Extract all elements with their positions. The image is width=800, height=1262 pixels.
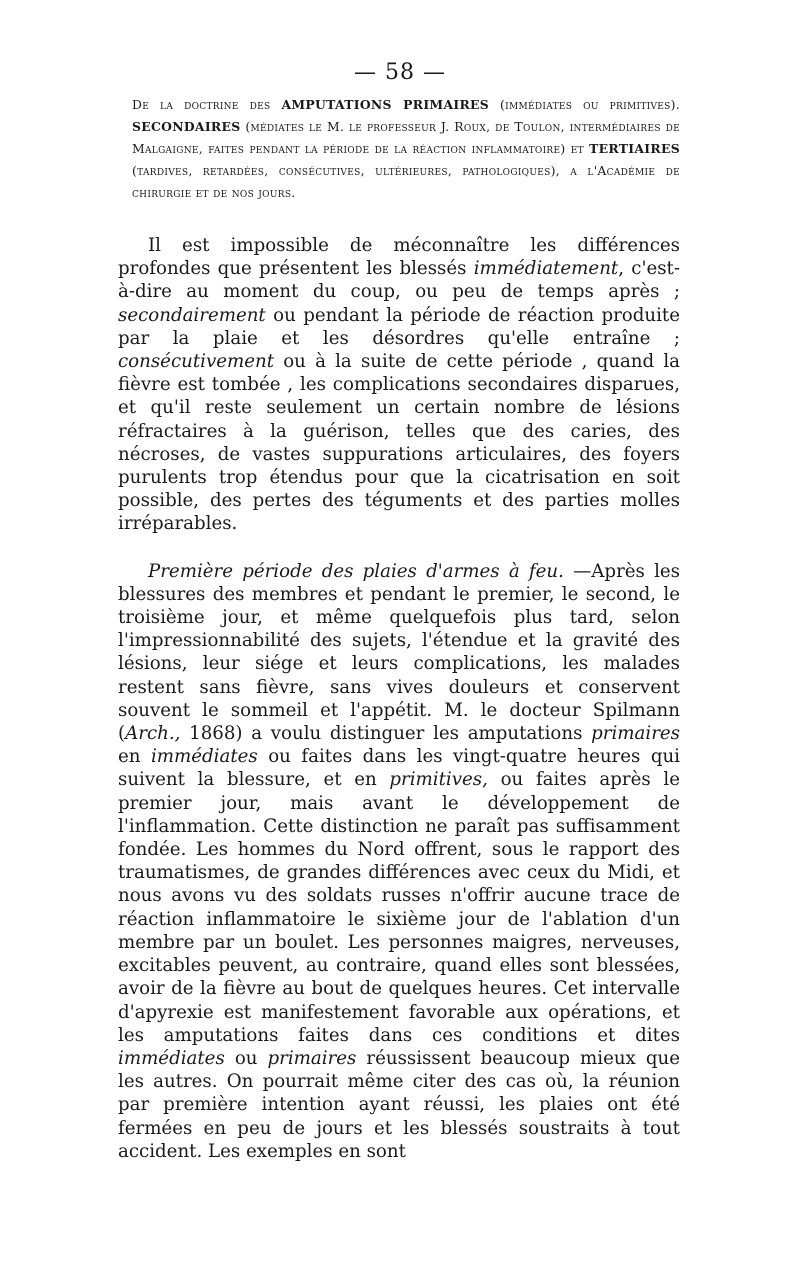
heading-secondaires-note: (médiates le M. le professeur J. Roux, de Toulon, intermédiaires de Malgaigne, faites pendant la période de la réaction inflammatoire) et	[132, 119, 680, 156]
paragraph-1	[118, 234, 680, 536]
italic-run: primaires	[267, 1047, 357, 1069]
text-run: Il est impossible de méconnaître les différences profondes que présentent les blessés	[118, 235, 680, 280]
heading-tertiaires: TERTIAIRES	[589, 141, 680, 156]
text-run: ou faites dans les vingt-quatre heures qui suivent la blessure, et en	[118, 746, 680, 791]
italic-run: primaires	[591, 723, 680, 745]
italic-run: primitives,	[389, 769, 488, 791]
italic-run: secondairement	[118, 304, 266, 326]
italic-run: consécutivement	[118, 351, 275, 373]
body-text	[118, 234, 680, 1163]
text-run: réussissent beaucoup mieux que les autres. On pourrait même citer des cas où, la réunion par première intention ayant réussi, les plaies ont été fermées en peu de jours et les blessés soustraits à tout accident. Les exemples en sont	[118, 1047, 680, 1162]
text-run: —Après les blessures des membres et pendant le premier, le second, le troisième jour, et même quelquefois plus tard, selon l'impressionnabilité des sujets, l'étendue et la gravité des lésions, leur siége et leurs complications, les malades restent sans fièvre, sans vives douleurs et conservent souvent le sommeil et l'appétit. M. le docteur Spilmann (	[118, 560, 680, 745]
italic-run: Arch.,	[125, 723, 181, 745]
text-run: , c'est-à-dire au moment du coup, ou peu de temps après ;	[118, 258, 680, 303]
heading-tertiaires-note: (tardives, retardées, consécutives, ultérieures, pathologiques), a l'Académie de chirurgie et de nos jours.	[132, 163, 680, 200]
heading-prefix: De la doctrine des	[132, 97, 271, 112]
italic-run: immédiatement	[473, 258, 619, 280]
heading-primaires-note: (immédiates ou primitives).	[500, 97, 680, 112]
heading-primaires: AMPUTATIONS PRIMAIRES	[281, 97, 490, 112]
text-run: ou à la suite de cette période , quand la fièvre est tombée , les complications secondaires disparues, et qu'il reste seulement un certain nombre de lésions réfractaires à la guérison, telles que des caries, des nécroses, de vastes suppurations articulaires, des foyers purulents trop étendus pour que la cicatrisation en soit possible, des pertes des téguments et des parties molles irréparables.	[118, 351, 680, 535]
italic-run: immédiates	[118, 1047, 225, 1069]
paragraph-2	[118, 560, 680, 1163]
page-number: — 58 —	[354, 60, 446, 85]
text-run: 1868) a voulu distinguer les amputations	[189, 723, 583, 745]
paragraph-title: Première période des plaies d'armes à feu.	[148, 560, 564, 582]
text-run: ou pendant la période de réaction produite par la plaie et les désordres qu'elle entraîne ;	[118, 304, 680, 349]
text-run: ou	[234, 1047, 258, 1069]
text-run: ou faites après le premier jour, mais avant le développement de l'inflammation. Cette distinction ne paraît pas suffisamment fondée. Les hommes du Nord offrent, sous le rapport des traumatismes, de grandes différences avec ceux du Midi, et nous avons vu des soldats russes n'offrir aucune trace de réaction inflammatoire le sixième jour de l'ablation d'un membre par un boulet. Les personnes maigres, nerveuses, excitables peuvent, au contraire, quand elles sont blessées, avoir de la fièvre au bout de quelques heures. Cet intervalle d'apyrexie est manifestement favorable aux opérations, et les amputations faites dans ces conditions et dites	[118, 769, 680, 1046]
section-heading	[132, 94, 680, 204]
text-run: en	[118, 746, 141, 768]
heading-secondaires: SECONDAIRES	[132, 119, 241, 134]
italic-run: immédiates	[150, 746, 258, 768]
